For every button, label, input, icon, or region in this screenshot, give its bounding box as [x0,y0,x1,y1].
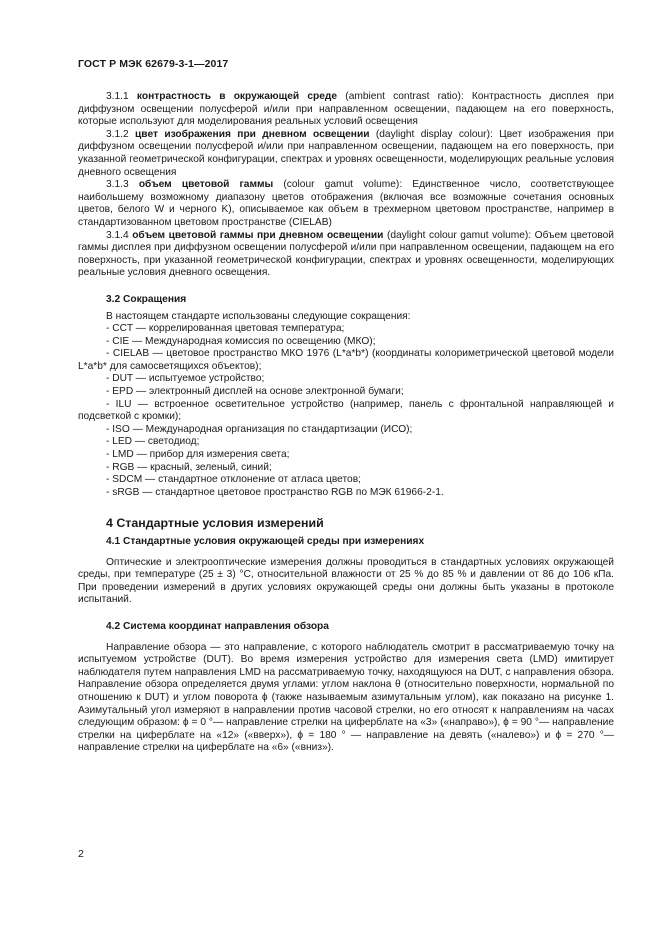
paragraph-4-1: Оптические и электрооптические измерения должны проводиться в стандартных условиях окружающей среды, при температуре (25 ± 3) °С, относительной влажности от 25 % до 85 % и давлении от 86 до 106 кПа. При проведении измерений в других условиях окружающей среды они должны быть указаны в протоколе испытаний. [78,556,614,606]
list-item: - DUT — испытуемое устройство; [106,373,265,385]
terms-definitions [78,91,614,280]
section-heading-4-1: 4.1 Стандартные условия окружающей среды при измерениях [106,536,425,547]
paragraph-4-2: Направление обзора — это направление, с которого наблюдатель смотрит в рассматриваемую точку на испытуемом устройстве (DUT). Во время измерения устройство для измерения света (LMD) имитирует наблюдателя путем направления LMD на рассматриваемую точку, находящуюся на DUT, с направления обзора. Направление обзора определяется двумя углами: углом наклона θ (относительно поверхности, нормальной по отношению к DUT) и углом поворота ϕ (также называемым азимутальным углом), как показано на рисунке 1. Азимутальный угол измеряют в направлении против часовой стрелки, но его относят к направлениям на часах следующим образом: ϕ = 0 °— направление стрелки на циферблате на «3» («направо»), ϕ = 90 °— направление стрелки на циферблате на «12» («вверх»), ϕ = 180 ° — направление на девять («налево») и ϕ = 270 °— направление стрелки на циферблате на «6» («вниз»). [78,641,614,754]
term-3-1-3: 3.1.3 объем цветовой гаммы (colour gamut volume): Единственное число, соответствующее наибольшему возможному диапазону цветов отображения (включая все возможные сочетания основных цветов, белого W и черного K), описываемое как объем в трехмерном цветовом пространстве, например в стандартизованном цветовом пространстве (CIELAB) [78,179,614,228]
term-3-1-2: 3.1.2 цвет изображения при дневном освещении (daylight display colour): Цвет изображения при диффузном освещении полусферой и/или при направленном освещении, падающем на его поверхность, при указанной геометрической конфигурации, спектрах и уровнях освещенности, моделирующих реальные условия дневного освещения [78,128,615,178]
list-item: - CIELAB — цветовое пространство МКО 1976 (L*a*b*) (координаты колориметрической цветовой модели L*a*b* для самосветящихся объектов); [78,348,614,372]
term-name: объем цветовой гаммы [138,179,274,191]
list-item: - CIE — Международная комиссия по освещению (МКО); [106,335,376,347]
list-item: - ISO — Международная организация по стандартизации (ИСО); [106,423,413,435]
list-item: - CCT — коррелированная цветовая температура; [106,323,345,335]
term-name: цвет изображения при дневном освещении [135,128,370,140]
list-item: - sRGB — стандартное цветовое пространство RGB по МЭК 61966-2-1. [106,486,444,498]
term-3-1-4: 3.1.4 объем цветовой гаммы при дневном освещении (daylight colour gamut volume): Объем цветовой гаммы дисплея при диффузном освещении полусферой и/или при направленном освещении, падающем на его поверхность, при указанной геометрической конфигурации, спектрах и уровнях освещенности, моделирующих реальные условия дневного освещения. [78,229,614,279]
page-number: 2 [78,848,84,860]
list-item: - SDCM — стандартное отклонение от атласа цветов; [106,474,361,486]
list-item: - LED — светодиод; [106,436,200,448]
abbreviations-list [78,323,614,499]
abbreviations-intro: В настоящем стандарте использованы следующие сокращения: [106,310,411,322]
document-header: ГОСТ Р МЭК 62679-3-1—2017 [78,58,229,70]
section-heading-4-2: 4.2 Система координат направления обзора [106,620,329,632]
list-item: - LMD — прибор для измерения света; [106,449,290,461]
section-heading-3-2: 3.2 Сокращения [106,293,187,305]
list-item: - ILU — встроенное осветительное устройство (например, панель с фронтальной направляющей и подсветкой с кромки); [78,398,614,423]
term-name: контрастность в окружающей среде [136,91,338,102]
list-item: - EPD — электронный дисплей на основе электронной бумаги; [106,386,404,398]
term-name: объем цветовой гаммы при дневном освещении [132,229,384,241]
section-heading-4: 4 Стандартные условия измерений [106,516,324,531]
document-body [78,91,614,755]
term-3-1-1: 3.1.1 контрастность в окружающей среде (ambient contrast ratio): Контрастность дисплея при диффузном освещении полусферой и/или при направленном освещении, падающем на его поверхность, которые используют для моделирования реальных условий освещения [78,91,614,128]
list-item: - RGB — красный, зеленый, синий; [106,461,272,473]
